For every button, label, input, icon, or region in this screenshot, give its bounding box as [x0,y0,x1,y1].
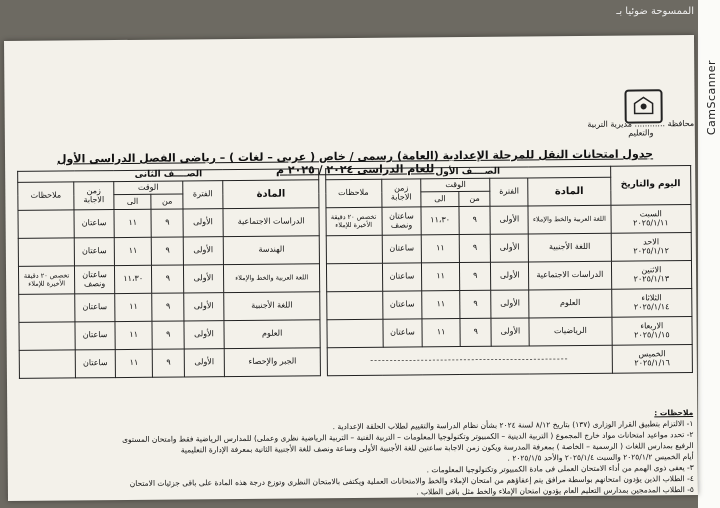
row-subject-2: اللغة الأجنبية [223,292,320,321]
col-subject-1: المادة [528,177,611,206]
row-date: ٢٠٢٥/١/١٢ [633,245,669,256]
row-day: الثلاثاء [641,292,662,303]
row-period-1: الأولى [491,318,529,346]
row-to-2: ١١ [115,293,153,321]
note-item: ٤- الطلاب الذين يؤدون امتحانهم بواسطة مرافق يتم إعفاؤهم من امتحان الإملاء والخط والامتحانات العملية ويكتفى بالامتحان النظرى وتوزع درجة هذه المادة على باقى جزئيات الامتحان [129,474,694,488]
row-period-2: الأولى [183,209,223,237]
row-duration-2: ساعتان [75,350,115,378]
notes-section [21,407,694,501]
row-to-1: ١١ [422,263,460,291]
row-subject-1: اللغة الأجنبية [528,233,611,262]
row-day: السبت [639,208,662,219]
row-to-1: ١١ [422,291,460,319]
row-duration-2: ساعتان ونصف [75,266,115,294]
notes-heading: ملاحظات : [654,408,694,418]
row-from-2: ٩ [152,321,184,349]
ministry-text: محافظة ............ مديرية التربية والتعليم [587,119,695,138]
row-notes-1 [326,235,382,263]
row-from-2: ٩ [152,265,184,293]
row-duration-1: ساعتان [382,263,422,291]
row-from-1: ٩ [460,290,492,318]
note-item: أيام الخميس ٢٠٢٥/١/٢ والسبت ٢٠٢٥/١/٤ والأحد ٢٠٢٥/١/٥ . [507,452,694,463]
row-day: الاثنين [641,264,662,275]
row-date: ٢٠٢٥/١/١٥ [634,329,670,340]
note-item: الرفيع بمدارس اللغات ( الرسمية – الخاصة ) بمعرفة المدرسة ويكون زمن الاجابة ساعتين للغة الأجنبية الأولى وساعة ونصف للغة الأجنبية الثانية بمعرفة الإدارة التعليمية [180,441,694,455]
row-date: ٢٠٢٥/١/١٤ [633,301,670,312]
row-duration-1: ساعتان [382,319,422,347]
document-page [4,35,698,501]
grade-second-header: الصــــف الثانى [18,169,320,183]
row-subject-2: الجبر والإحصاء [224,348,321,377]
row-period-2: الأولى [184,293,224,321]
row-to-2: ١١ [115,349,153,377]
row-notes-2 [19,294,75,322]
empty-first-grade-cell: --------------------------------------------------- [327,345,612,375]
row-notes-1 [326,291,382,319]
col-duration-2: زمن الاجابة [74,182,114,210]
row-from-2: ٩ [151,209,183,237]
row-to-2: ١١ [114,209,152,237]
grade-first-header: الصــــف الأول [325,166,610,179]
row-date: ٢٠٢٥/١/١٣ [633,273,670,284]
row-period-2: الأولى [183,265,223,293]
col-period-2: الفترة [183,181,223,209]
row-subject-2: العلوم [224,320,321,349]
note-item: ١- الالتزام بتطبيق القرار الوزارى (١٣٧) بتاريخ ٨/١٢ لسنة ٢٠٢٤ بشأن نظام الدراسة والتقييم لطلاب الحلقة الإعدادية . [332,419,694,432]
row-duration-2: ساعتان [74,238,114,266]
row-to-2: ١١ [115,321,153,349]
row-from-2: ٩ [152,237,184,265]
row-duration-2: ساعتان [74,210,114,238]
row-to-1: ١١ [422,319,460,347]
row-day: الخميس [638,348,666,359]
row-notes-2 [18,210,74,238]
row-to-1: ١١،٣٠ [421,207,459,235]
col-duration-1: زمن الاجابة [381,179,421,207]
col-from-1: من [459,191,491,206]
col-to-1: الى [421,192,459,207]
row-duration-1: ساعتان ونصف [382,207,422,235]
scanned-with-note: الممسوحة ضوئيا بـ [616,6,694,17]
row-notes-2 [19,350,75,378]
col-day-header: اليوم والتاريخ [610,166,691,206]
page-title: جدول امتحانات النقل للمرحلة الإعدادية (العامة) رسمى / خاص ( عربى – لغات ) – رياضى الفصل الدراسى الأول للعام الدراسى ٢٠٢٤ / ٢٠٢٥ م [56,147,654,177]
row-duration-2: ساعتان [75,294,115,322]
col-from-2: من [151,194,183,209]
row-from-1: ٩ [459,234,491,262]
col-time-2: الوقت [114,181,183,195]
note-item: ٢- تحدد مواعيد امتحانات مواد خارج المجموع ( التربية الدينية – الكمبيوتر وتكنولوجيا المعلومات – التربية الفنية – التربية الرياضية نظرى وعملى) للمدارس الرياضية فقط وامتحان المستوى [122,430,694,445]
row-subject-1: الدراسات الاجتماعية [529,261,612,290]
row-period-2: الأولى [183,237,223,265]
exam-schedule-table [17,165,693,379]
col-period-1: الفترة [490,178,528,206]
col-time-1: الوقت [421,178,490,192]
row-subject-1: العلوم [529,289,612,318]
row-from-2: ٩ [152,293,184,321]
row-from-1: ٩ [459,262,491,290]
row-day: الاربعاء [640,320,664,331]
row-period-1: الأولى [491,234,529,262]
row-to-2: ١١ [114,237,152,265]
row-notes-2 [19,322,75,350]
row-period-1: الأولى [491,290,529,318]
row-subject-2: اللغة العربية والخط والإملاء [223,264,320,293]
note-item: ٣- يعفى ذوى الهمم من أداء الامتحان العملى فى مادة الكمبيوتر وتكنولوجيا المعلومات . [426,463,694,475]
camscanner-watermark: CamScanner [705,60,718,136]
row-subject-1: الرياضيات [529,317,612,346]
row-date: ٢٠٢٥/١/١٦ [634,357,670,368]
col-notes-1: ملاحظات [325,179,381,207]
row-duration-1: ساعتان [382,235,422,263]
row-date: ٢٠٢٥/١/١١ [633,217,669,228]
row-notes-1 [326,263,382,291]
note-item: ٥- الطلاب المدمجين بمدارس التعليم العام يؤدون امتحان الإملاء والخط مثل باقى الطلاب . [416,485,694,497]
scanner-strip [698,0,720,508]
row-notes-2: تخصص ٢٠ دقيقة الأخيرة للإملاء [18,266,74,294]
row-to-2: ١١،٣٠ [114,265,152,293]
row-period-1: الأولى [490,206,528,234]
row-from-2: ٩ [153,349,185,377]
row-subject-1: اللغة العربية والخط والإملاء [528,205,611,234]
col-notes-2: ملاحظات [18,182,74,210]
row-from-1: ٩ [459,206,491,234]
table-row [19,345,692,379]
row-day: الاحد [643,237,660,247]
row-duration-2: ساعتان [75,322,115,350]
row-notes-1 [326,319,382,347]
row-notes-1: تخصص ٢٠ دقيقة الأخيرة للإملاء [326,207,382,235]
row-to-1: ١١ [421,235,459,263]
row-period-1: الأولى [491,262,529,290]
row-period-2: الأولى [184,321,224,349]
row-subject-2: الهندسة [223,236,320,265]
col-subject-2: المادة [222,180,319,209]
row-period-2: الأولى [184,349,224,377]
row-duration-1: ساعتان [382,291,422,319]
row-from-1: ٩ [460,318,492,346]
row-subject-2: الدراسات الاجتماعية [223,208,320,237]
col-to-2: الى [114,194,152,209]
row-notes-2 [18,238,74,266]
